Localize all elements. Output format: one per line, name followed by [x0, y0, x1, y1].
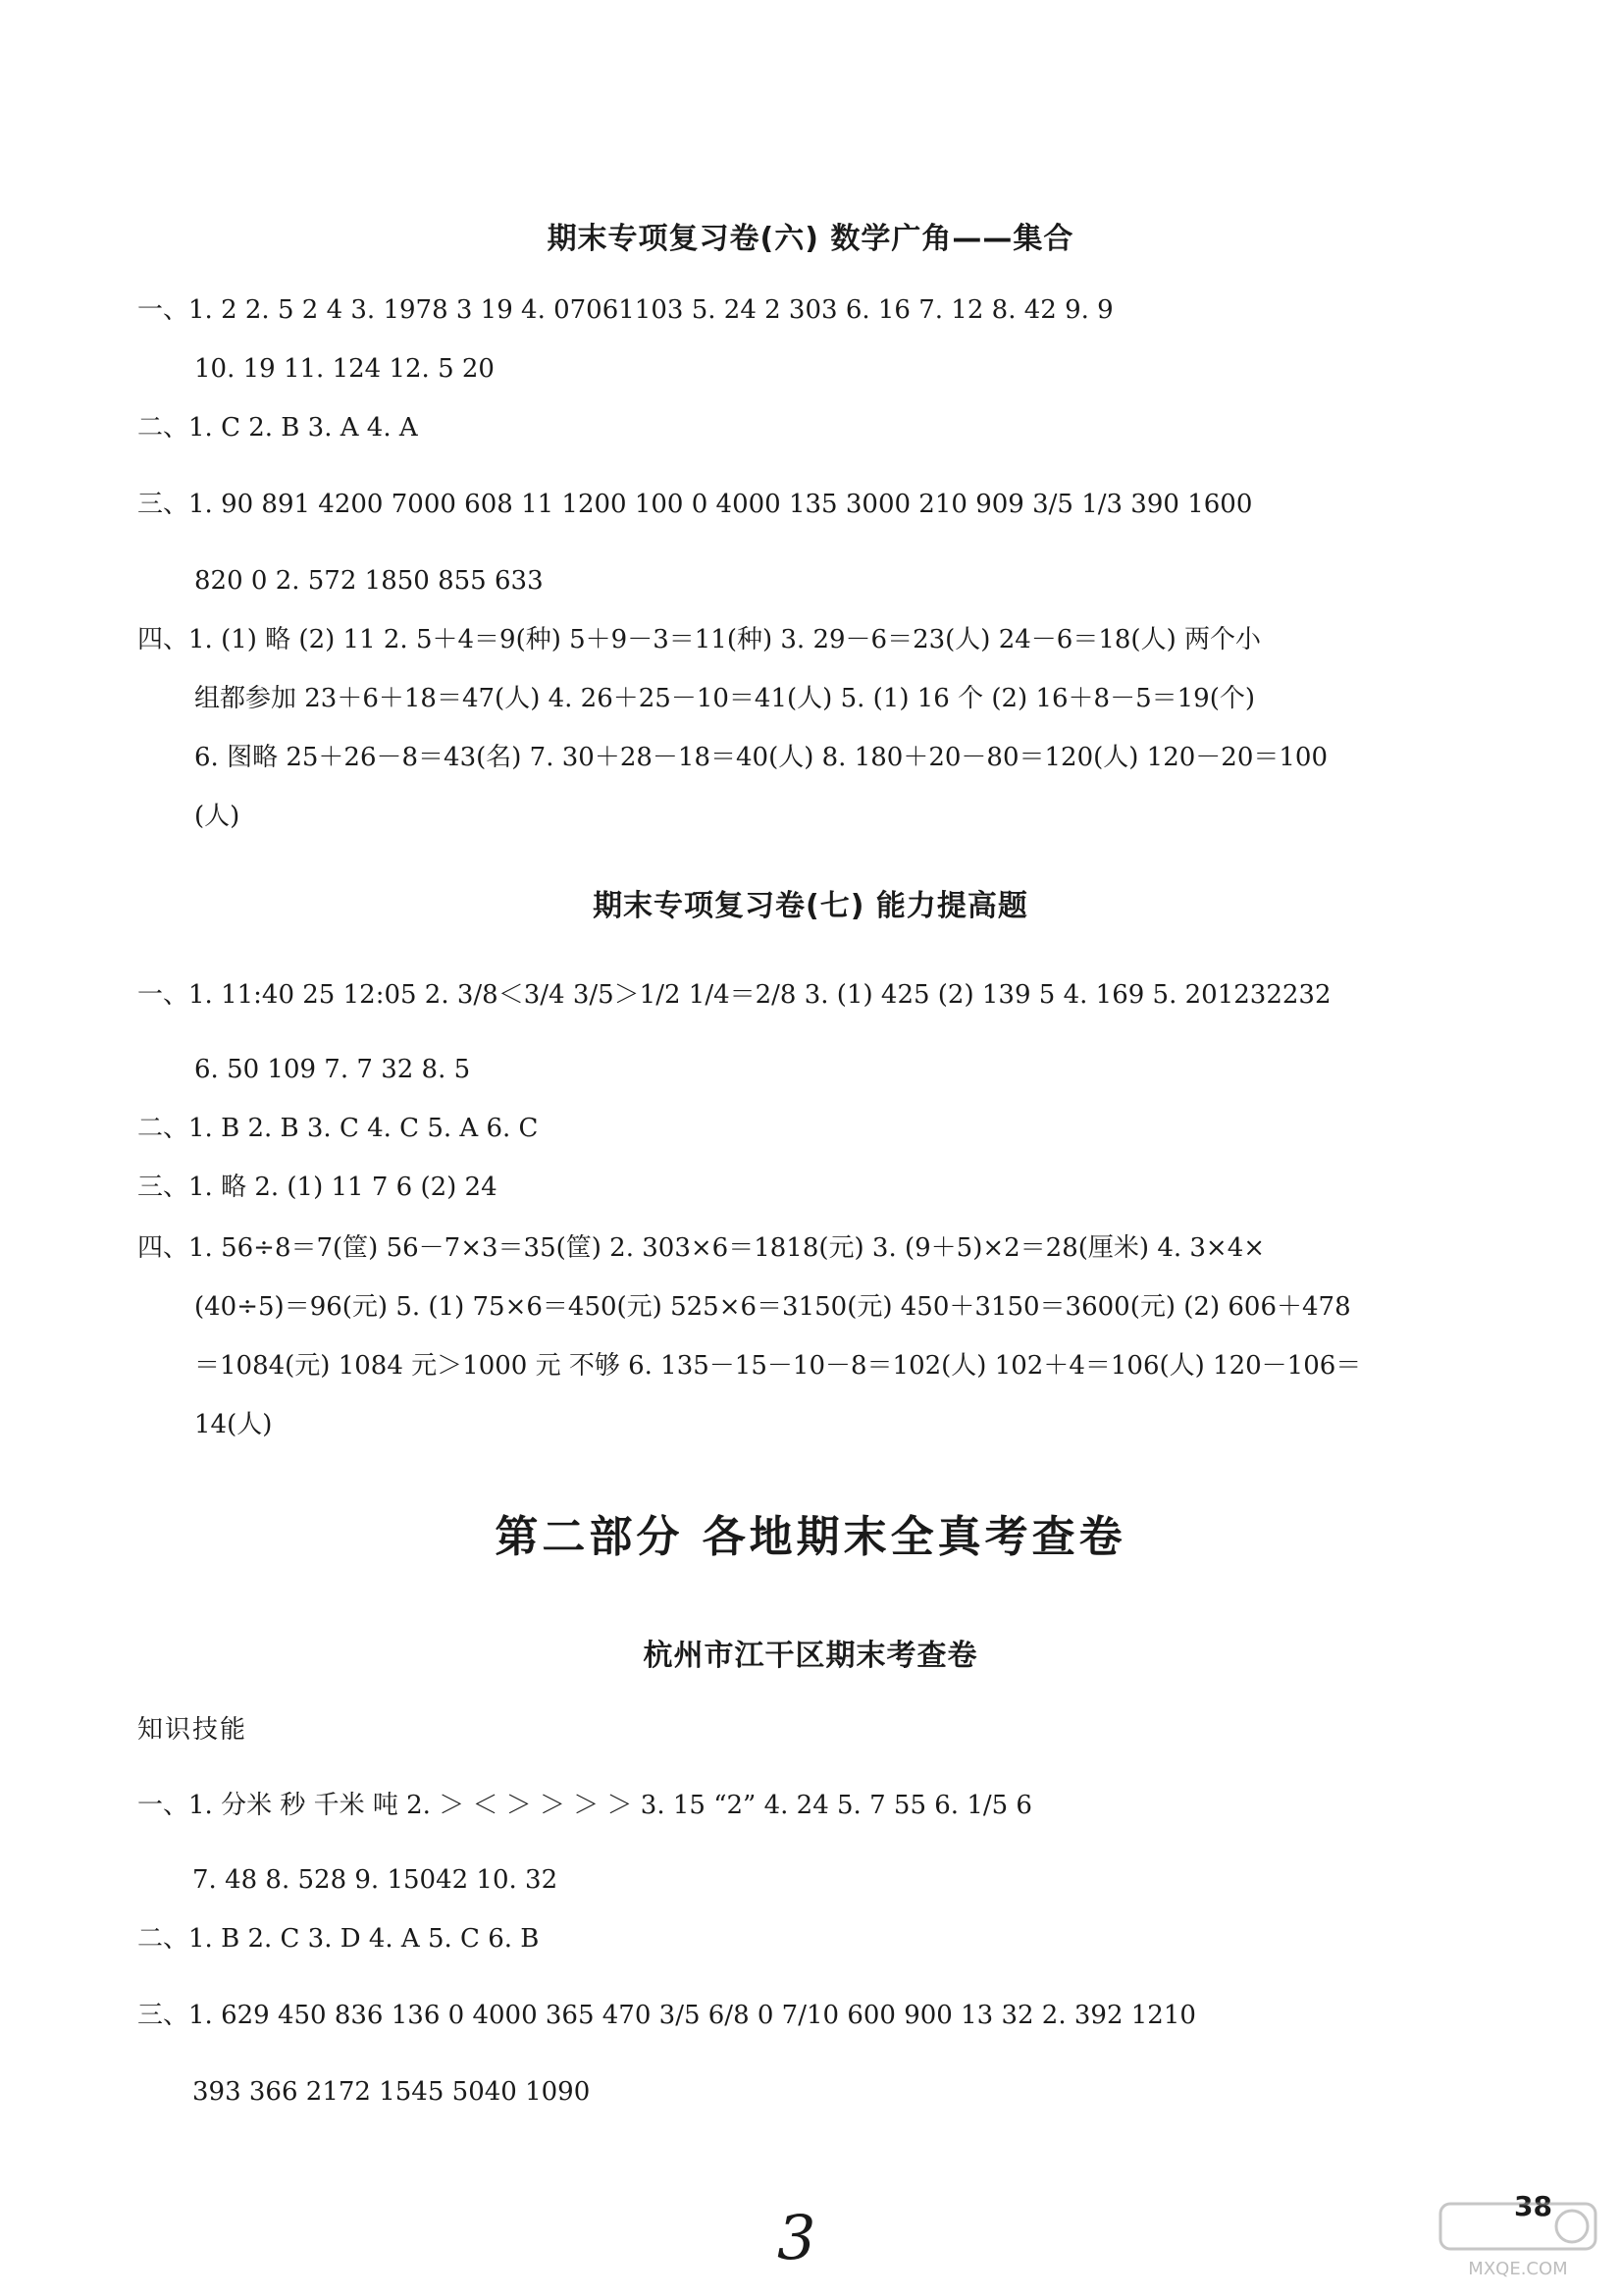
- s7-line-4: 三、1. 略 2. (1) 11 7 6 (2) 24: [137, 1173, 497, 1202]
- hz-line-4: 三、1. 629 450 836 136 0 4000 365 470 3/5 6/8 0 7/10 600 900 13 32 2. 392 1210: [137, 2001, 1196, 2030]
- s6-line-5: 820 0 2. 572 1850 855 633: [194, 566, 544, 596]
- s6-line-4: 三、1. 90 891 4200 7000 608 11 1200 100 0 4000 135 3000 210 909 3/5 1/3 390 1600: [137, 490, 1253, 519]
- part-2-title: 第二部分 各地期末全真考查卷: [495, 1512, 1126, 1562]
- hz-line-3: 二、1. B 2. C 3. D 4. A 5. C 6. B: [137, 1924, 540, 1954]
- hz-line-2: 7. 48 8. 528 9. 15042 10. 32: [192, 1865, 558, 1895]
- s6-line-3: 二、1. C 2. B 3. A 4. A: [137, 413, 418, 443]
- s7-line-6: (40÷5)＝96(元) 5. (1) 75×6＝450(元) 525×6＝3150(元) 450＋3150＝3600(元) (2) 606＋478: [194, 1292, 1351, 1322]
- handwritten-mark: 3: [777, 2202, 816, 2273]
- hangzhou-title: 杭州市江干区期末考查卷: [643, 1639, 978, 1673]
- watermark-text: MXQE.COM: [1468, 2259, 1568, 2279]
- watermark-circle: [1556, 2211, 1588, 2242]
- s7-line-1: 一、1. 11:40 25 12:05 2. 3/8＜3/4 3/5＞1/2 1/4＝2/8 3. (1) 425 (2) 139 5 4. 169 5. 201232232: [137, 980, 1332, 1010]
- section-7-title: 期末专项复习卷(七) 能力提高题: [593, 889, 1028, 923]
- s6-line-2: 10. 19 11. 124 12. 5 20: [194, 354, 495, 384]
- s7-line-3: 二、1. B 2. B 3. C 4. C 5. A 6. C: [137, 1114, 539, 1143]
- page-number: 38: [1514, 2190, 1552, 2222]
- s6-line-1: 一、1. 2 2. 5 2 4 3. 1978 3 19 4. 07061103 5. 24 2 303 6. 16 7. 12 8. 42 9. 9: [137, 295, 1114, 325]
- s6-line-9: (人): [194, 802, 240, 831]
- s6-line-6: 四、1. (1) 略 (2) 11 2. 5＋4＝9(种) 5＋9－3＝11(种) 3. 29－6＝23(人) 24－6＝18(人) 两个小: [137, 625, 1261, 654]
- section-6-title: 期末专项复习卷(六) 数学广角——集合: [547, 222, 1074, 256]
- watermark-logo: [1435, 2198, 1601, 2282]
- s7-line-8: 14(人): [194, 1410, 273, 1439]
- s7-line-7: ＝1084(元) 1084 元＞1000 元 不够 6. 135－15－10－8＝102(人) 102＋4＝106(人) 120－106＝: [194, 1351, 1362, 1381]
- s7-line-5: 四、1. 56÷8＝7(筐) 56－7×3＝35(筐) 2. 303×6＝1818(元) 3. (9＋5)×2＝28(厘米) 4. 3×4×: [137, 1233, 1266, 1263]
- s6-line-7: 组都参加 23＋6＋18＝47(人) 4. 26＋25－10＝41(人) 5. (1) 16 个 (2) 16＋8－5＝19(个): [194, 684, 1255, 713]
- hz-line-5: 393 366 2172 1545 5040 1090: [192, 2077, 591, 2107]
- hz-line-1: 一、1. 分米 秒 千米 吨 2. ＞ ＜ ＞ ＞ ＞ ＞ 3. 15 “2” 4. 24 5. 7 55 6. 1/5 6: [137, 1791, 1032, 1820]
- s6-line-8: 6. 图略 25＋26－8＝43(名) 7. 30＋28－18＝40(人) 8. 180＋20－80＝120(人) 120－20＝100: [194, 743, 1329, 772]
- knowledge-skills-label: 知识技能: [137, 1715, 248, 1745]
- s7-line-2: 6. 50 109 7. 7 32 8. 5: [194, 1055, 471, 1084]
